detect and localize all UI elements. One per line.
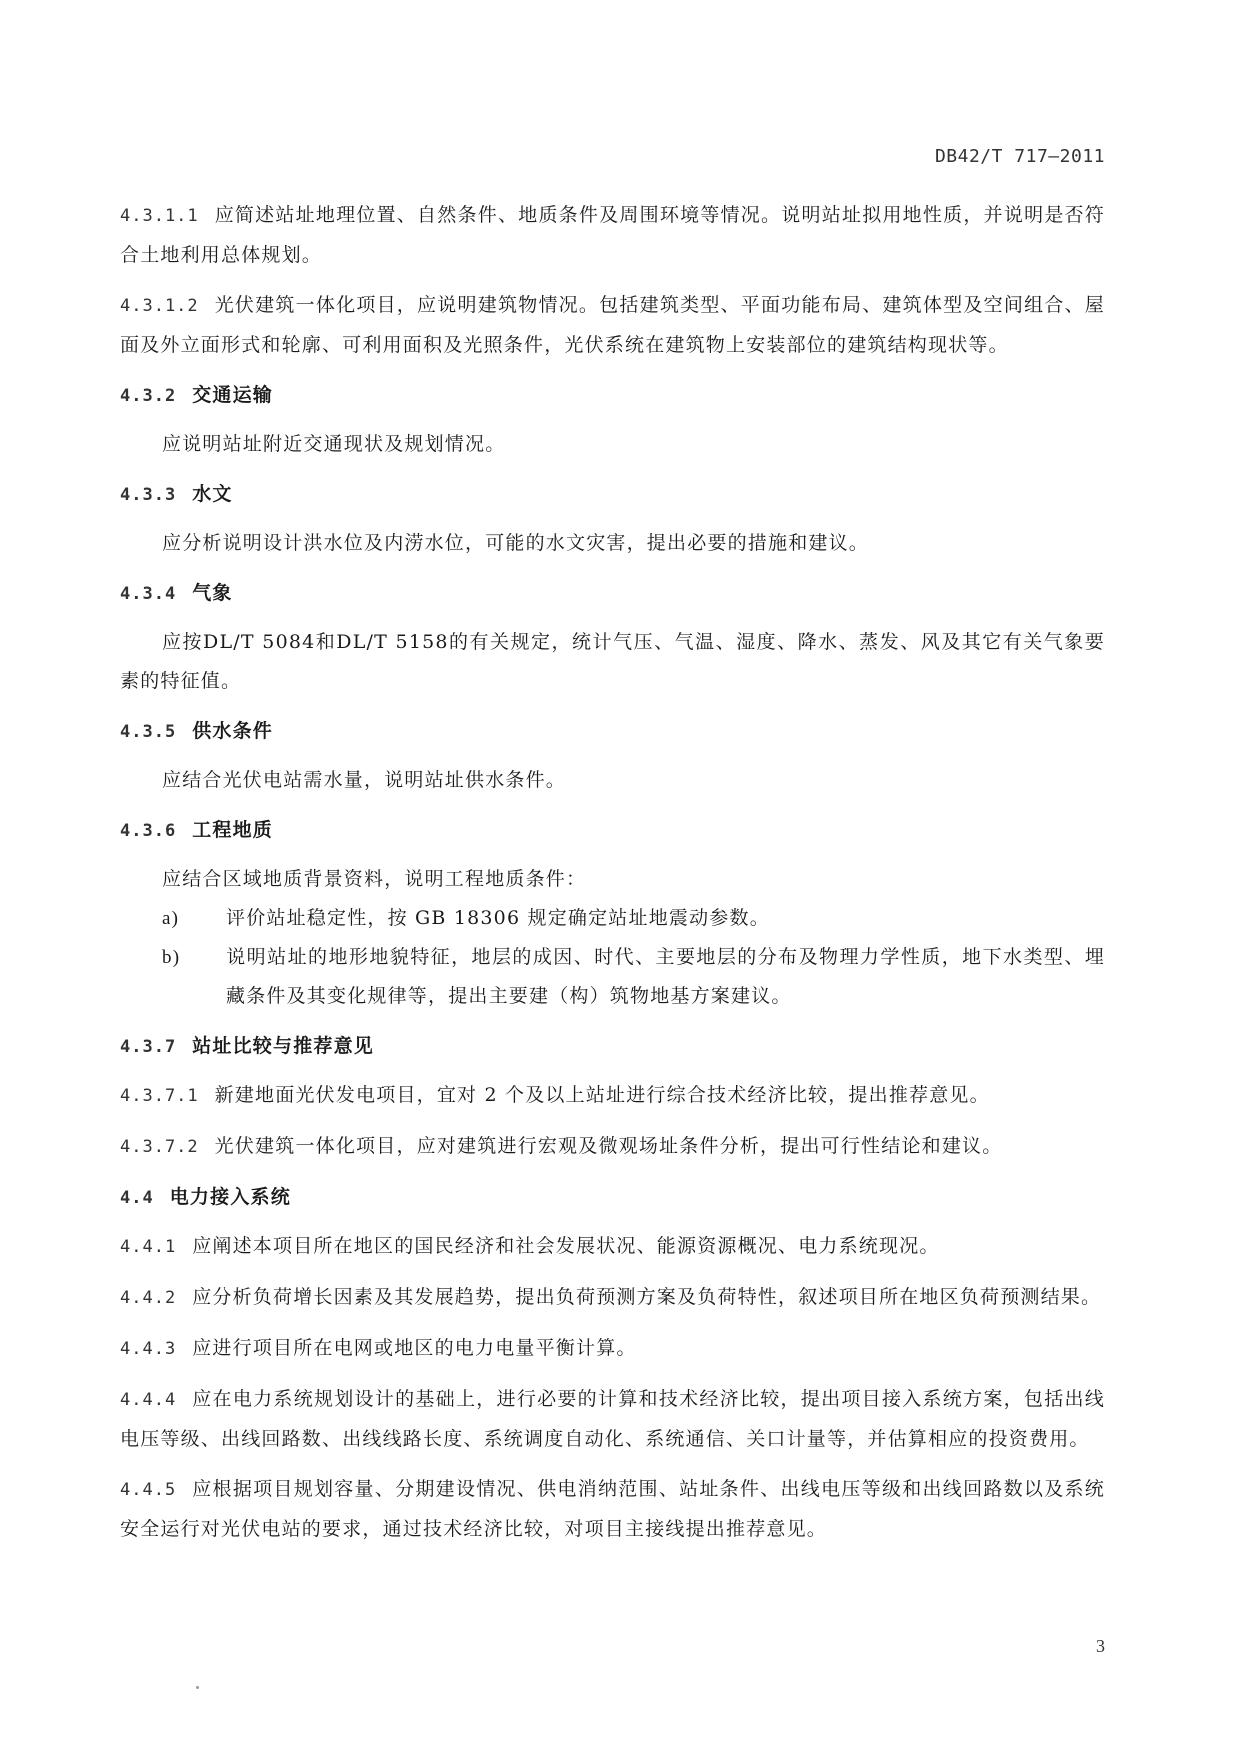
clause-4-4-2 <box>120 1278 1105 1318</box>
document-body <box>120 196 1105 1560</box>
clause-4-4-5 <box>120 1470 1105 1549</box>
clause-4-4-4 <box>120 1380 1105 1459</box>
clause-number: 4.4.3 <box>120 1339 177 1359</box>
body-paragraph: 应按DL/T 5084和DL/T 5158的有关规定，统计气压、气温、湿度、降水、蒸发、风及其它有关气象要素的特征值。 <box>120 631 1105 692</box>
body-paragraph: 应结合光伏电站需水量，说明站址供水条件。 <box>162 769 567 791</box>
heading-number: 4.3.4 <box>120 584 177 604</box>
heading-4-4 <box>120 1178 1105 1218</box>
heading-4-3-2 <box>120 376 1105 416</box>
scan-speck <box>196 1686 199 1689</box>
clause-text: 新建地面光伏发电项目，宜对 2 个及以上站址进行综合技术经济比较，提出推荐意见。 <box>214 1084 990 1106</box>
clause-4-3-7-2 <box>120 1127 1105 1167</box>
list-item-text: 评价站址稳定性，按 GB 18306 规定确定站址地震动参数。 <box>226 907 770 929</box>
clause-number: 4.3.1.1 <box>120 206 199 226</box>
heading-4-3-4 <box>120 574 1105 614</box>
heading-title: 站址比较与推荐意见 <box>192 1035 374 1057</box>
clause-text: 应分析负荷增长因素及其发展趋势，提出负荷预测方案及负荷特性，叙述项目所在地区负荷预测结果。 <box>192 1286 1102 1308</box>
clause-4-3-1-1 <box>120 196 1105 275</box>
clause-4-3-1-2 <box>120 286 1105 365</box>
heading-number: 4.3.3 <box>120 485 177 505</box>
clause-number: 4.3.7.2 <box>120 1137 199 1157</box>
clause-text: 应阐述本项目所在地区的国民经济和社会发展状况、能源资源概况、电力系统现况。 <box>192 1235 940 1257</box>
heading-4-3-7 <box>120 1027 1105 1067</box>
heading-title: 工程地质 <box>192 819 273 841</box>
clause-text: 光伏建筑一体化项目，应说明建筑物情况。包括建筑类型、平面功能布局、建筑体型及空间组合、屋面及外立面形式和轮廓、可利用面积及光照条件，光伏系统在建筑物上安装部位的建筑结构现状等。 <box>120 294 1105 356</box>
heading-number: 4.3.2 <box>120 386 177 406</box>
body-paragraph: 应说明站址附近交通现状及规划情况。 <box>162 433 506 455</box>
list-item-text: 说明站址的地形地貌特征，地层的成因、时代、主要地层的分布及物理力学性质，地下水类型、埋藏条件及其变化规律等，提出主要建（构）筑物地基方案建议。 <box>226 946 1105 1007</box>
clause-number: 4.4.2 <box>120 1288 177 1308</box>
heading-4-3-6 <box>120 811 1105 851</box>
heading-title: 供水条件 <box>192 720 273 742</box>
clause-4-3-7-1 <box>120 1076 1105 1116</box>
clause-number: 4.4.5 <box>120 1480 177 1500</box>
heading-4-3-3 <box>120 475 1105 515</box>
heading-number: 4.3.7 <box>120 1037 177 1057</box>
clause-text: 应进行项目所在电网或地区的电力电量平衡计算。 <box>192 1337 637 1359</box>
clause-4-4-3 <box>120 1329 1105 1369</box>
condition-list <box>120 899 1105 1016</box>
list-marker: a) <box>162 908 180 929</box>
heading-number: 4.4 <box>120 1188 154 1208</box>
clause-text: 应根据项目规划容量、分期建设情况、供电消纳范围、站址条件、出线电压等级和出线回路数以及系统安全运行对光伏电站的要求，通过技术经济比较，对项目主接线提出推荐意见。 <box>120 1478 1105 1540</box>
list-marker: b) <box>162 947 181 968</box>
list-item <box>120 899 1105 938</box>
clause-number: 4.3.1.2 <box>120 296 199 316</box>
heading-title: 电力接入系统 <box>169 1186 291 1208</box>
heading-title: 水文 <box>192 483 233 505</box>
heading-title: 气象 <box>192 582 233 604</box>
heading-number: 4.3.5 <box>120 722 177 742</box>
page-number: 3 <box>1096 1636 1105 1656</box>
clause-number: 4.3.7.1 <box>120 1086 199 1106</box>
clause-text: 光伏建筑一体化项目，应对建筑进行宏观及微观场址条件分析，提出可行性结论和建议。 <box>214 1135 1003 1157</box>
body-paragraph: 应分析说明设计洪水位及内涝水位，可能的水文灾害，提出必要的措施和建议。 <box>162 532 870 554</box>
body-paragraph: 应结合区域地质背景资料，说明工程地质条件： <box>162 868 587 890</box>
standard-code: DB42/T 717—2011 <box>934 146 1105 167</box>
clause-text: 应在电力系统规划设计的基础上，进行必要的计算和技术经济比较，提出项目接入系统方案，包括出线电压等级、出线回路数、出线线路长度、系统调度自动化、系统通信、关口计量等，并估算相应的投资费用。 <box>120 1388 1105 1450</box>
heading-title: 交通运输 <box>192 384 273 406</box>
list-item <box>120 938 1105 1016</box>
heading-4-3-5 <box>120 712 1105 752</box>
clause-4-4-1 <box>120 1227 1105 1267</box>
heading-number: 4.3.6 <box>120 821 177 841</box>
clause-number: 4.4.1 <box>120 1237 177 1257</box>
clause-number: 4.4.4 <box>120 1390 177 1410</box>
clause-text: 应简述站址地理位置、自然条件、地质条件及周围环境等情况。说明站址拟用地性质，并说明是否符合土地利用总体规划。 <box>120 204 1105 266</box>
